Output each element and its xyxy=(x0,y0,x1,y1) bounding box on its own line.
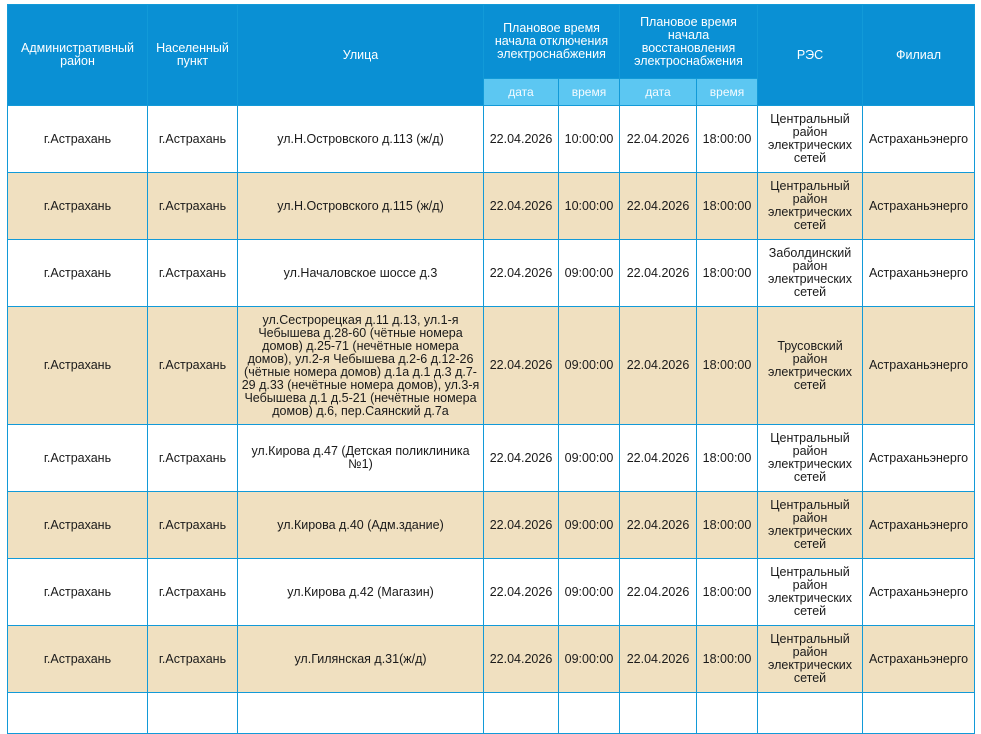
cell-district: г.Астрахань xyxy=(8,307,148,425)
header-off-start: Плановое время начала отключения электроснабжения xyxy=(484,5,620,79)
cell-off-time: 09:00:00 xyxy=(559,425,620,492)
cell-off-date: 22.04.2026 xyxy=(484,106,559,173)
cell-restore-date: 22.04.2026 xyxy=(620,240,697,307)
cell-branch: Астраханьэнерго xyxy=(863,106,975,173)
subheader-off-time: время xyxy=(559,79,620,106)
cell-off-date: 22.04.2026 xyxy=(484,425,559,492)
cell-off-time: 09:00:00 xyxy=(559,626,620,693)
cell-res: Центральный район электрических сетей xyxy=(758,425,863,492)
cell-street: ул.Н.Островского д.113 (ж/д) xyxy=(238,106,484,173)
table-row xyxy=(8,492,975,559)
cell-district: г.Астрахань xyxy=(8,626,148,693)
cell-district: г.Астрахань xyxy=(8,492,148,559)
cell-restore-date: 22.04.2026 xyxy=(620,106,697,173)
cell-restore-date: 22.04.2026 xyxy=(620,173,697,240)
cell-restore-date: 22.04.2026 xyxy=(620,559,697,626)
cell-locality: г.Астрахань xyxy=(148,240,238,307)
cell-off-time: 09:00:00 xyxy=(559,240,620,307)
subheader-off-date: дата xyxy=(484,79,559,106)
cell-restore-time: 18:00:00 xyxy=(697,106,758,173)
cell-off-time: 09:00:00 xyxy=(559,307,620,425)
cell-locality: г.Астрахань xyxy=(148,559,238,626)
cell-locality: г.Астрахань xyxy=(148,307,238,425)
outage-schedule-table xyxy=(7,4,975,734)
cell-res: Центральный район электрических сетей xyxy=(758,106,863,173)
cell-off-time: 09:00:00 xyxy=(559,559,620,626)
table-row xyxy=(8,240,975,307)
cell-restore-time: 18:00:00 xyxy=(697,626,758,693)
cell-street: ул.Кирова д.47 (Детская поликлиника №1) xyxy=(238,425,484,492)
header-restore-start: Плановое время начала восстановления электроснабжения xyxy=(620,5,758,79)
header-district: Административный район xyxy=(8,5,148,106)
table-row xyxy=(8,307,975,425)
cell-restore-date: 22.04.2026 xyxy=(620,492,697,559)
table-row xyxy=(8,626,975,693)
cell-branch: Астраханьэнерго xyxy=(863,559,975,626)
cell-off-date: 22.04.2026 xyxy=(484,559,559,626)
table-row-partial xyxy=(8,693,975,734)
cell-restore-time: 18:00:00 xyxy=(697,240,758,307)
cell-res: Заболдинский район электрических сетей xyxy=(758,240,863,307)
cell-off-date: 22.04.2026 xyxy=(484,173,559,240)
cell-locality: г.Астрахань xyxy=(148,425,238,492)
cell-restore-date: 22.04.2026 xyxy=(620,626,697,693)
cell-branch: Астраханьэнерго xyxy=(863,492,975,559)
cell-res: Центральный район электрических сетей xyxy=(758,173,863,240)
table-row xyxy=(8,425,975,492)
cell-off-date: 22.04.2026 xyxy=(484,240,559,307)
cell-res: Центральный район электрических сетей xyxy=(758,626,863,693)
table-row xyxy=(8,559,975,626)
header-row xyxy=(8,5,975,79)
cell-branch: Астраханьэнерго xyxy=(863,307,975,425)
header-res: РЭС xyxy=(758,5,863,106)
cell-restore-time: 18:00:00 xyxy=(697,425,758,492)
cell-off-time: 09:00:00 xyxy=(559,492,620,559)
header-locality: Населенный пункт xyxy=(148,5,238,106)
header-branch: Филиал xyxy=(863,5,975,106)
cell-res: Трусовский район электрических сетей xyxy=(758,307,863,425)
cell-off-date: 22.04.2026 xyxy=(484,626,559,693)
cell-off-time: 10:00:00 xyxy=(559,173,620,240)
cell-branch: Астраханьэнерго xyxy=(863,173,975,240)
cell-locality: г.Астрахань xyxy=(148,626,238,693)
cell-district: г.Астрахань xyxy=(8,106,148,173)
cell-street: ул.Кирова д.40 (Адм.здание) xyxy=(238,492,484,559)
cell-off-time: 10:00:00 xyxy=(559,106,620,173)
cell-restore-time: 18:00:00 xyxy=(697,559,758,626)
cell-restore-time: 18:00:00 xyxy=(697,492,758,559)
cell-locality: г.Астрахань xyxy=(148,492,238,559)
cell-street: ул.Н.Островского д.115 (ж/д) xyxy=(238,173,484,240)
cell-street: ул.Кирова д.42 (Магазин) xyxy=(238,559,484,626)
cell-street: ул.Сестрорецкая д.11 д.13, ул.1-я Чебышева д.28-60 (чётные номера домов) д.25-71 (нечётные номера домов), ул.2-я Чебышева д.2-6 д.12-26 (чётные номера домов) д.1а д.1 д.3 д.7-29 д.33 (нечётные номера домов), ул.3-я Чебышева д.1 д.5-21 (нечётные номера домов) д.6, пер.Саянский д.7а xyxy=(238,307,484,425)
cell-off-date: 22.04.2026 xyxy=(484,307,559,425)
cell-res: Центральный район электрических сетей xyxy=(758,492,863,559)
cell-off-date: 22.04.2026 xyxy=(484,492,559,559)
cell-street: ул.Началовское шоссе д.3 xyxy=(238,240,484,307)
cell-restore-date: 22.04.2026 xyxy=(620,425,697,492)
cell-street: ул.Гилянская д.31(ж/д) xyxy=(238,626,484,693)
cell-branch: Астраханьэнерго xyxy=(863,425,975,492)
table-row xyxy=(8,106,975,173)
subheader-restore-date: дата xyxy=(620,79,697,106)
cell-district: г.Астрахань xyxy=(8,240,148,307)
subheader-restore-time: время xyxy=(697,79,758,106)
cell-branch: Астраханьэнерго xyxy=(863,240,975,307)
cell-district: г.Астрахань xyxy=(8,173,148,240)
cell-district: г.Астрахань xyxy=(8,425,148,492)
header-street: Улица xyxy=(238,5,484,106)
cell-locality: г.Астрахань xyxy=(148,173,238,240)
cell-restore-date: 22.04.2026 xyxy=(620,307,697,425)
table-row xyxy=(8,173,975,240)
cell-restore-time: 18:00:00 xyxy=(697,173,758,240)
cell-locality: г.Астрахань xyxy=(148,106,238,173)
cell-res: Центральный район электрических сетей xyxy=(758,559,863,626)
cell-branch: Астраханьэнерго xyxy=(863,626,975,693)
cell-restore-time: 18:00:00 xyxy=(697,307,758,425)
cell-district: г.Астрахань xyxy=(8,559,148,626)
